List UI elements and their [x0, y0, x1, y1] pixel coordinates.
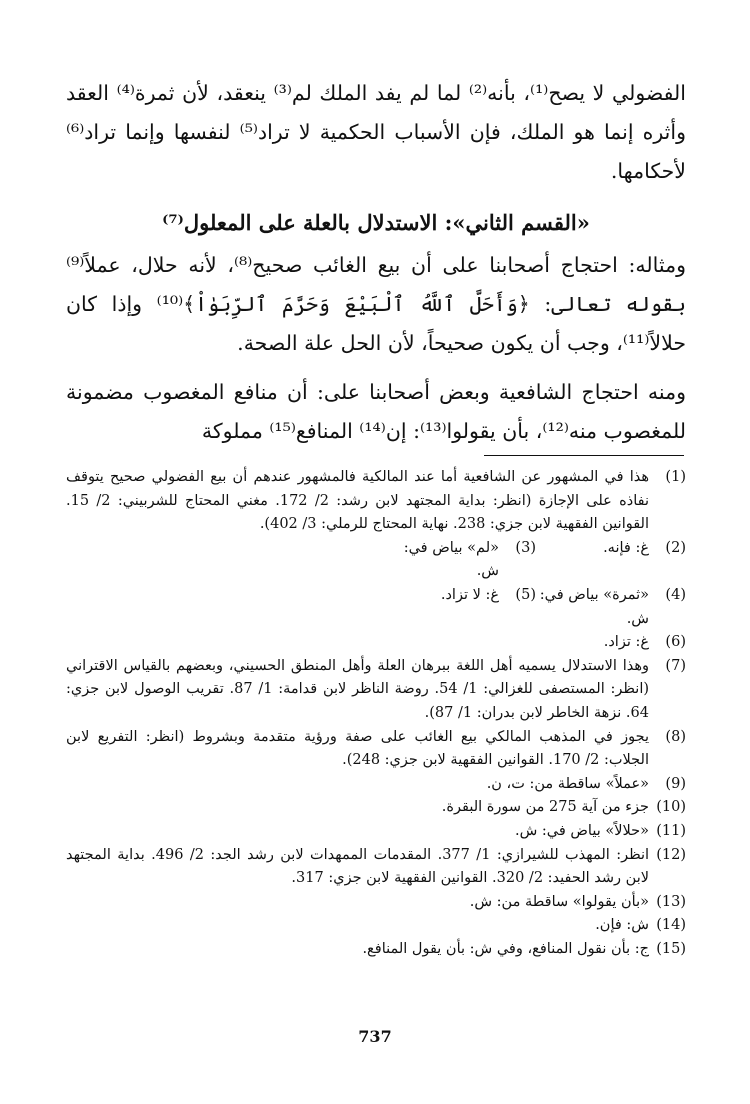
footnote-number: (8) [665, 728, 686, 745]
footnote [66, 466, 686, 537]
footnote-number: (7) [665, 657, 686, 674]
footnote-number: (2) [665, 539, 686, 556]
footnote-text: وهذا الاستدلال يسميه أهل اللغة ببرهان العلة وأهل المنطق الحسيني، وبعضهم بالقياس الاقتراني (انظر: المستصفى للغزالي: 1/ 54. روضة الناظر لابن قدامة: 1/ 87. تقريب الوصول لابن جزي: 64. نزهة الخاطر لابن بدران: 1/ 87). [66, 657, 650, 721]
footnote-text: «لم» بياض في: ش. [403, 539, 499, 580]
footnote-text: «حلالاً» بياض في: ش. [514, 822, 649, 839]
footnote-number: (13) [656, 893, 686, 910]
footnote [66, 631, 686, 655]
footnote [66, 655, 686, 726]
main-text [66, 74, 686, 451]
paragraph-3: ومنه احتجاج الشافعية وبعض أصحابنا على: أن منافع المغصوب مضمونة للمغصوب منه⁽¹²⁾، بأن يقولوا⁽¹³⁾: إن⁽¹⁴⁾ المنافع⁽¹⁵⁾ مملوكة [66, 380, 686, 443]
footnote-text: ش: فإن. [595, 917, 649, 934]
footnote-text: «بأن يقولوا» ساقطة من: ش. [469, 893, 649, 910]
footnote-text: هذا في المشهور عن الشافعية أما عند المالكية فالمشهور عندهم أن بيع الفضولي صحيح يتوقف نفاذه على الإجازة (انظر: بداية المجتهد لابن رشد: 2/ 172. مغني المحتاج للشربيني: 2/ 15. القوانين الفقهية لابن جزي: 238. نهاية المحتاج للرملي: 3/ 402). [66, 469, 649, 533]
footnotes [66, 466, 686, 961]
footnote-text: ج: بأن نقول المنافع، وفي ش: بأن يقول المنافع. [362, 940, 649, 957]
footnote-separator [484, 455, 684, 456]
paragraph-1: الفضولي لا يصح⁽¹⁾، بأنه⁽²⁾ لما لم يفد الملك لم⁽³⁾ ينعقد، لأن ثمرة⁽⁴⁾ العقد وأثره إنما هو الملك، فإن الأسباب الحكمية لا تراد⁽⁵⁾ لنفسها وإنما تراد⁽⁶⁾ لأحكامها. [66, 81, 686, 183]
footnote-number: (9) [665, 775, 686, 792]
footnote-text: «ثمرة» بياض في: ش. [539, 586, 649, 627]
footnote-number: (3) [515, 539, 536, 556]
footnote-number: (4) [665, 586, 686, 603]
footnote [66, 914, 686, 938]
footnote-text: جزء من آية 275 من سورة البقرة. [441, 799, 649, 816]
footnote-number: (10) [656, 799, 686, 816]
footnote [66, 796, 686, 820]
footnote [66, 938, 686, 962]
footnote-number: (1) [665, 469, 686, 485]
footnote-number: (15) [656, 940, 686, 957]
footnote [66, 820, 686, 844]
footnote-number: (5) [515, 586, 536, 603]
footnote-pair [66, 584, 686, 631]
footnote-number: (12) [656, 846, 686, 863]
footnote-text: يجوز في المذهب المالكي بيع الغائب على صفة ورؤية متقدمة وبشروط (انظر: التفريع لابن الجلاب: 2/ 170. القوانين الفقهية لابن جزي: 248). [66, 728, 649, 769]
page-number: 737 [358, 1027, 392, 1046]
section-heading: «القسم الثاني»: الاستدلال بالعلة على المعلول⁽⁷⁾ [162, 210, 590, 235]
footnote [66, 844, 686, 891]
footnote-text: انظر: المهذب للشيرازي: 1/ 377. المقدمات الممهدات لابن رشد الجد: 2/ 496. بداية المجتهد لابن رشد الحفيد: 2/ 320. القوانين الفقهية لابن جزي: 317. [66, 846, 650, 887]
footnote [66, 726, 686, 773]
footnote [66, 773, 686, 797]
footnote-pair [66, 537, 686, 584]
footnote-text: غ: لا تزاد. [440, 586, 499, 603]
paragraph-2: ومثاله: احتجاج أصحابنا على أن بيع الغائب صحيح⁽⁸⁾، لأنه حلال، عملاً⁽⁹⁾ بقوله تعالى: ﴿وَأَحَلَّ ٱللَّهُ ٱلْبَيْعَ وَحَرَّمَ ٱلرِّبَوٰاْ﴾⁽¹⁰⁾ وإذا كان حلالاً⁽¹¹⁾، وجب أن يكون صحيحاً، لأن الحل علة الصحة. [66, 253, 686, 355]
footnote-text: «عملاً» ساقطة من: ت، ن. [486, 775, 649, 792]
footnote-number: (11) [656, 822, 686, 839]
footnote-number: (14) [656, 917, 686, 934]
footnote-number: (6) [665, 634, 686, 651]
footnote-text: غ: تزاد. [603, 634, 649, 651]
footnote-text: غ: فإنه. [603, 539, 649, 556]
footnote [66, 891, 686, 915]
